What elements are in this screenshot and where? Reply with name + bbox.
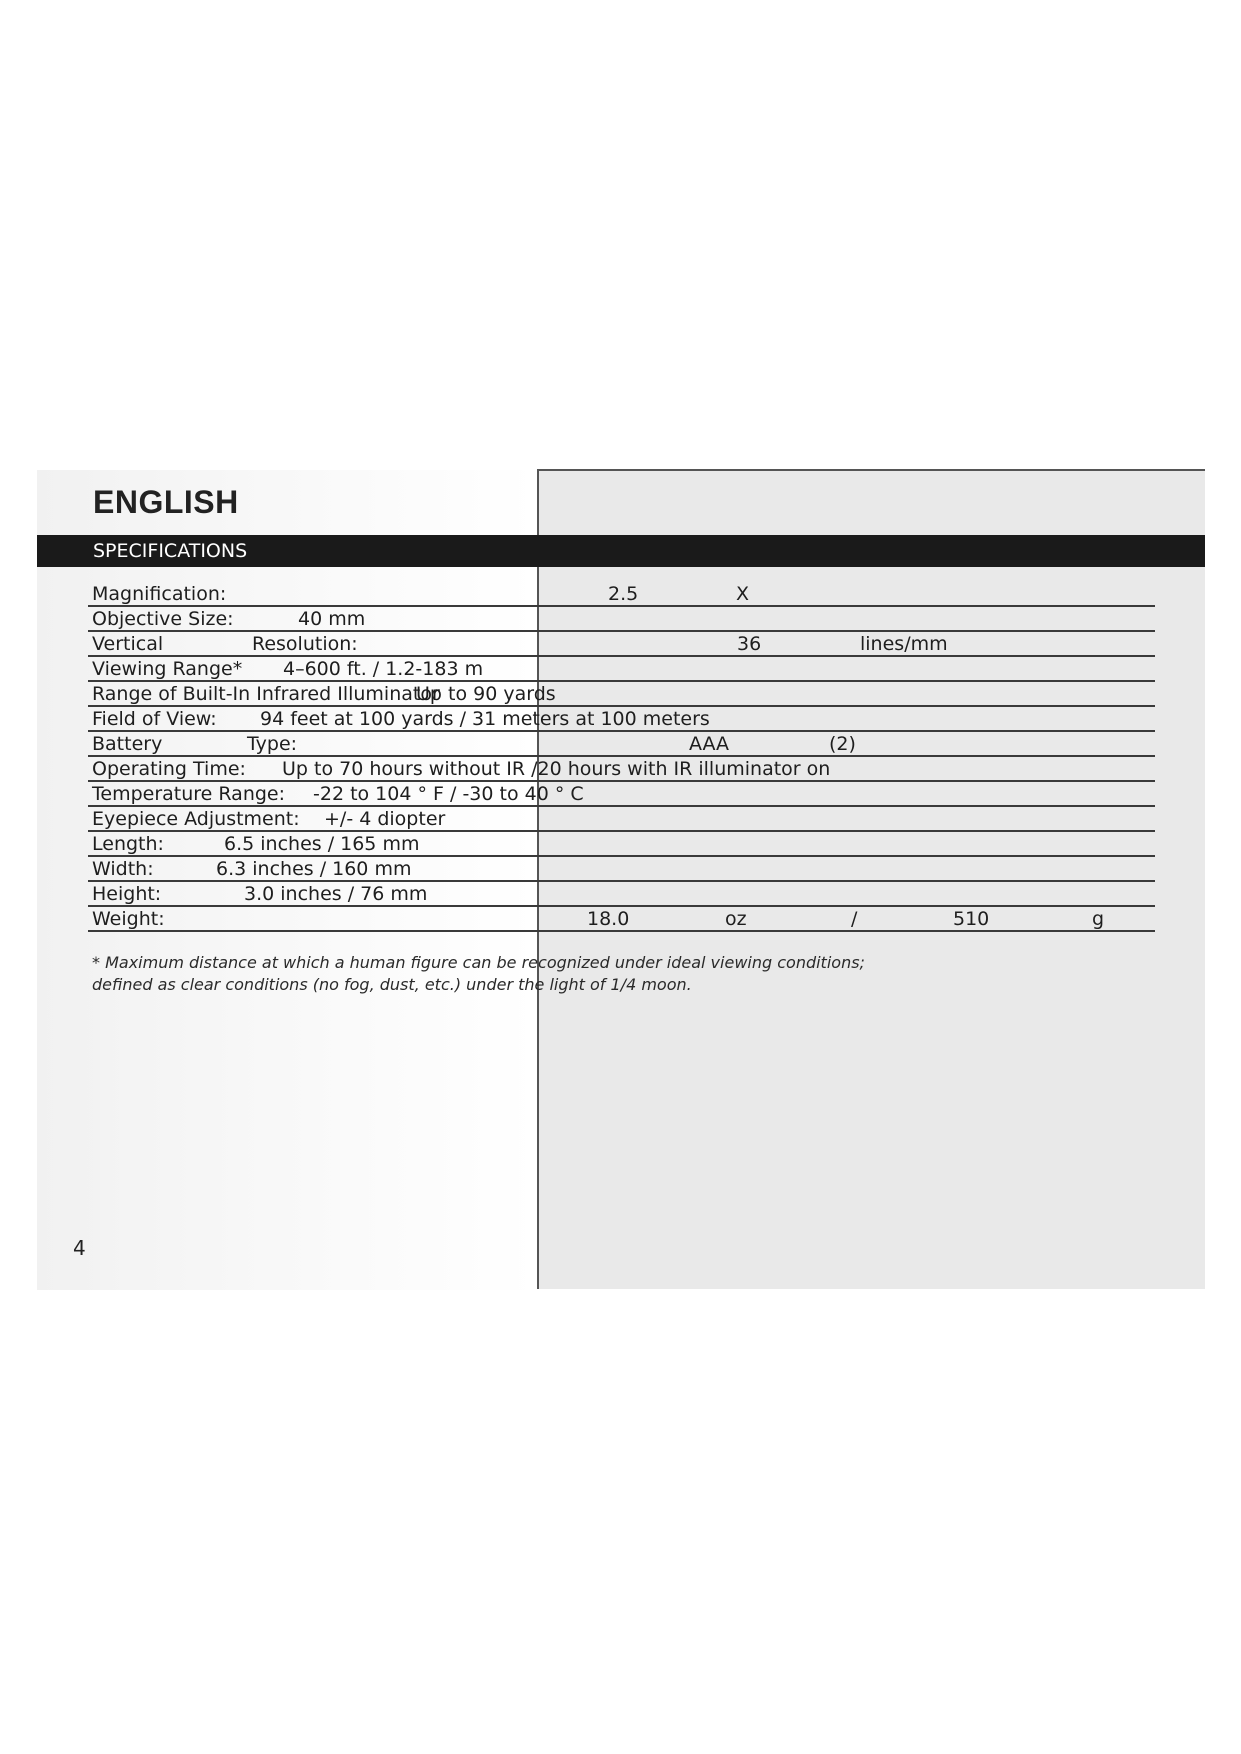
spec-value: Up to 90 yards bbox=[416, 683, 556, 705]
spec-row-operating-time bbox=[88, 757, 1155, 782]
spec-label: Eyepiece Adjustment: bbox=[92, 808, 300, 830]
spec-label: Length: bbox=[92, 833, 164, 855]
spec-row-temperature-range bbox=[88, 782, 1155, 807]
spec-row-ir-range bbox=[88, 682, 1155, 707]
spec-label: Operating Time: bbox=[92, 758, 246, 780]
spec-row-vertical-resolution bbox=[88, 632, 1155, 657]
spec-value: 18.0 bbox=[587, 908, 630, 930]
spec-value: 2.5 bbox=[608, 583, 639, 605]
spec-label: Field of View: bbox=[92, 708, 217, 730]
spec-value: Up to 70 hours without IR /20 hours with IR illuminator on bbox=[282, 758, 831, 780]
spec-row-weight bbox=[88, 907, 1155, 932]
spec-row-eyepiece-adjustment bbox=[88, 807, 1155, 832]
spec-row-height bbox=[88, 882, 1155, 907]
spec-value: 6.3 inches / 160 mm bbox=[216, 858, 412, 880]
spec-value: 36 bbox=[737, 633, 762, 655]
spec-unit: X bbox=[736, 583, 750, 605]
spec-unit: lines/mm bbox=[860, 633, 948, 655]
spec-value: 6.5 inches / 165 mm bbox=[224, 833, 420, 855]
spec-label: Weight: bbox=[92, 908, 165, 930]
spec-label: Magnification: bbox=[92, 583, 227, 605]
spec-quantity: (2) bbox=[829, 733, 856, 755]
spec-label-cont: Type: bbox=[247, 733, 298, 755]
footnote-line-1: * Maximum distance at which a human figure can be recognized under ideal viewing conditions; bbox=[92, 953, 865, 972]
spec-row-width bbox=[88, 857, 1155, 882]
spec-value: 3.0 inches / 76 mm bbox=[244, 883, 428, 905]
spec-row-battery-type bbox=[88, 732, 1155, 757]
spec-label: Battery bbox=[92, 733, 163, 755]
spec-separator: / bbox=[851, 908, 858, 930]
spec-row-viewing-range bbox=[88, 657, 1155, 682]
spec-value: AAA bbox=[689, 733, 730, 755]
spec-value: 40 mm bbox=[298, 608, 366, 630]
spec-value: +/- 4 diopter bbox=[324, 808, 446, 830]
spec-unit: oz bbox=[725, 908, 747, 930]
spec-label: Vertical bbox=[92, 633, 164, 655]
spec-label: Range of Built-In Infrared Illuminator bbox=[92, 683, 440, 705]
page-number: 4 bbox=[73, 1236, 86, 1260]
spec-value: 4–600 ft. / 1.2-183 m bbox=[283, 658, 484, 680]
spec-value-metric: 510 bbox=[953, 908, 990, 930]
spec-label-cont: Resolution: bbox=[252, 633, 358, 655]
specifications-bar: SPECIFICATIONS bbox=[37, 535, 1205, 567]
spec-row-magnification bbox=[88, 582, 1155, 607]
spec-unit-metric: g bbox=[1092, 908, 1105, 930]
spec-label: Objective Size: bbox=[92, 608, 234, 630]
spec-value: 94 feet at 100 yards / 31 meters at 100 meters bbox=[260, 708, 710, 730]
spec-label: Viewing Range* bbox=[92, 658, 243, 680]
language-heading: ENGLISH bbox=[93, 484, 239, 520]
spec-row-objective-size bbox=[88, 607, 1155, 632]
spec-value: -22 to 104 ° F / -30 to 40 ° C bbox=[313, 783, 584, 805]
spec-row-length bbox=[88, 832, 1155, 857]
spec-row-field-of-view bbox=[88, 707, 1155, 732]
spec-label: Temperature Range: bbox=[92, 783, 286, 805]
spec-label: Width: bbox=[92, 858, 154, 880]
footnote-line-2: defined as clear conditions (no fog, dust, etc.) under the light of 1/4 moon. bbox=[92, 975, 692, 994]
spec-label: Height: bbox=[92, 883, 162, 905]
